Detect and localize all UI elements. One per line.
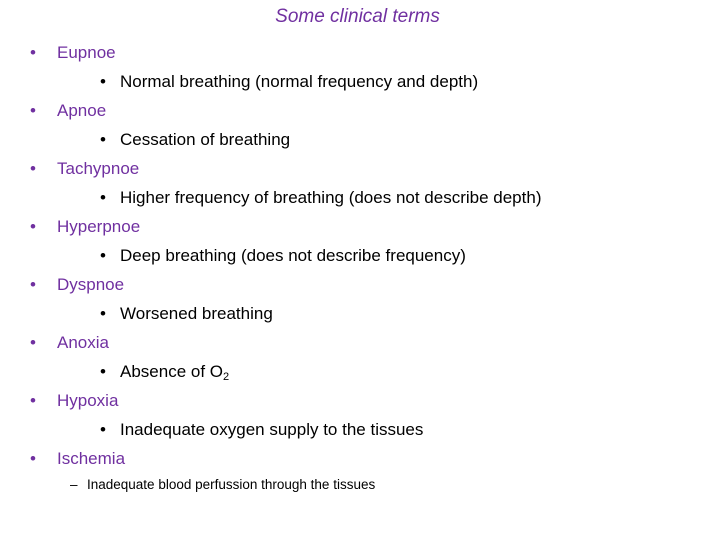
definition-text: Inadequate oxygen supply to the tissues — [120, 420, 424, 439]
definition-ischemia — [70, 476, 375, 494]
bullet-icon: • — [100, 72, 106, 91]
term-tachypnoe — [30, 158, 139, 180]
bullet-icon: • — [30, 391, 36, 410]
term-apnoe — [30, 100, 106, 122]
term-label: Hypoxia — [57, 391, 119, 410]
definition-text: Inadequate blood perfussion through the tissues — [87, 477, 376, 492]
bullet-icon: • — [30, 101, 36, 120]
term-label: Ischemia — [57, 449, 126, 468]
bullet-icon: • — [100, 188, 106, 207]
bullet-icon: • — [100, 246, 106, 265]
term-hypoxia — [30, 390, 118, 412]
term-ischemia — [30, 448, 125, 470]
definition-text: Absence of O — [120, 362, 224, 381]
term-label: Eupnoe — [57, 43, 116, 62]
bullet-icon: • — [30, 275, 36, 294]
definition-text: Cessation of breathing — [120, 130, 291, 149]
term-label: Apnoe — [57, 101, 107, 120]
definition-dyspnoe — [100, 303, 273, 325]
definition-apnoe — [100, 129, 290, 151]
definition-text: Normal breathing (normal frequency and depth) — [120, 72, 479, 91]
bullet-icon: • — [100, 362, 106, 381]
term-label: Tachypnoe — [57, 159, 140, 178]
term-label: Dyspnoe — [57, 275, 125, 294]
bullet-icon: • — [100, 420, 106, 439]
definition-tachypnoe — [100, 187, 541, 209]
definition-text: Worsened breathing — [120, 304, 273, 323]
definition-eupnoe — [100, 71, 478, 93]
bullet-icon: • — [100, 304, 106, 323]
bullet-icon: • — [30, 333, 36, 352]
bullet-icon: • — [30, 217, 36, 236]
term-anoxia — [30, 332, 109, 354]
term-eupnoe — [30, 42, 116, 64]
dash-icon: – — [70, 477, 78, 492]
subscript-2: 2 — [223, 371, 230, 383]
slide-title: Some clinical terms — [275, 6, 440, 27]
bullet-icon: • — [30, 43, 36, 62]
definition-hypoxia — [100, 419, 423, 441]
bullet-icon: • — [30, 159, 36, 178]
term-hyperpnoe — [30, 216, 140, 238]
term-label: Anoxia — [57, 333, 109, 352]
bullet-icon: • — [100, 130, 106, 149]
term-label: Hyperpnoe — [57, 217, 141, 236]
term-dyspnoe — [30, 274, 124, 296]
definition-anoxia — [100, 361, 229, 383]
definition-hyperpnoe — [100, 245, 466, 267]
bullet-icon: • — [30, 449, 36, 468]
definition-text: Deep breathing (does not describe frequency) — [120, 246, 466, 265]
definition-text: Higher frequency of breathing (does not describe depth) — [120, 188, 542, 207]
